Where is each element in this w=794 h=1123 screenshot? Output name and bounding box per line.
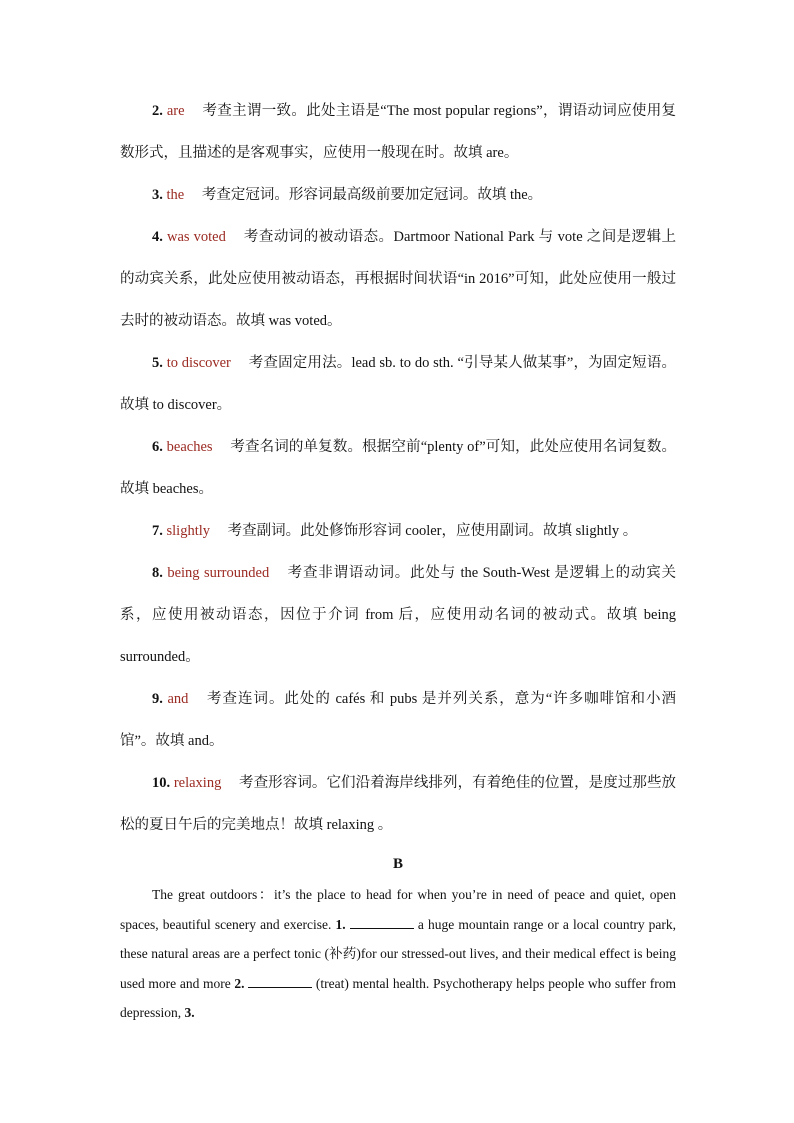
answer-word: being surrounded	[167, 565, 270, 581]
item-number: 6.	[152, 439, 163, 455]
answer-word: to discover	[166, 355, 231, 371]
item-number: 7.	[152, 523, 163, 539]
explanation: 考查主谓一致。此处主语是“The most popular regions”，谓语动词应使用复数形式，且描述的是客观事实，应使用一般现在时。故填 are。	[120, 103, 677, 161]
item-number: 9.	[152, 691, 163, 707]
answer-word: are	[166, 103, 185, 119]
section-heading: B	[392, 856, 403, 872]
explanation: 考查动词的被动语态。Dartmoor National Park 与 vote 之间是逻辑上的动宾关系，此处应使用被动语态，再根据时间状语“in 2016”可知，此处应使用一般过去时的被动语态。故填 was voted。	[120, 229, 677, 329]
blank-line-1	[350, 916, 414, 929]
passage-text-2: a huge mountain range or a local country park, these natural areas are a perfect tonic (补药)for our stressed-out lives, and their medical effect is being used more and more	[120, 916, 677, 991]
explanation: 考查连词。此处的 cafés 和 pubs 是并列关系，意为“许多咖啡馆和小酒馆”。故填 and。	[120, 691, 677, 749]
explanation: 考查名词的单复数。根据空前“plenty of”可知，此处应使用名词复数。故填 beaches。	[120, 439, 677, 497]
answer-item-4	[120, 216, 676, 342]
passage-text-3: (treat) mental health. Psychotherapy helps people who suffer from depression,	[120, 975, 677, 1020]
answer-item-8	[120, 552, 676, 678]
item-number: 3.	[152, 187, 163, 203]
blank-number-2: 2.	[234, 975, 245, 991]
answer-word: was voted	[166, 229, 226, 245]
answer-word: beaches	[166, 439, 213, 455]
item-number: 10.	[152, 775, 171, 791]
explanation: 考查定冠词。形容词最高级前要加定冠词。故填 the。	[201, 187, 543, 203]
explanation: 考查固定用法。lead sb. to do sth. “引导某人做某事”，为固定短语。故填 to discover。	[120, 355, 677, 413]
explanation: 考查副词。此处修饰形容词 cooler，应使用副词。故填 slightly 。	[227, 523, 638, 539]
answer-item-9	[120, 678, 676, 762]
answer-word: relaxing	[173, 775, 222, 791]
item-number: 8.	[152, 565, 163, 581]
answer-item-6	[120, 426, 676, 510]
answer-item-3	[120, 174, 676, 216]
answer-word: and	[167, 691, 189, 707]
item-number: 2.	[152, 103, 163, 119]
answer-item-7	[120, 510, 676, 552]
answer-item-10	[120, 762, 676, 846]
reading-passage	[120, 880, 676, 1028]
blank-number-3: 3.	[184, 1005, 195, 1020]
item-number: 4.	[152, 229, 163, 245]
blank-line-2	[248, 975, 312, 988]
answer-item-2	[120, 90, 676, 174]
document-page	[120, 90, 676, 1028]
answer-word: slightly	[166, 523, 211, 539]
explanation: 考查形容词。它们沿着海岸线排列，有着绝佳的位置，是度过那些放松的夏日午后的完美地点！故填 relaxing 。	[120, 775, 677, 833]
item-number: 5.	[152, 355, 163, 371]
blank-number-1: 1.	[335, 916, 346, 932]
passage-text-1: The great outdoors：it’s the place to head for when you’re in need of peace and quiet, open spaces, beautiful scenery and exercise.	[120, 887, 676, 932]
answer-word: the	[166, 187, 185, 203]
explanation: 考查非谓语动词。此处与 the South-West 是逻辑上的动宾关系，应使用被动语态，因位于介词 from 后，应使用动名词的被动式。故填 being surrounded。	[120, 565, 676, 665]
answer-item-5	[120, 342, 676, 426]
